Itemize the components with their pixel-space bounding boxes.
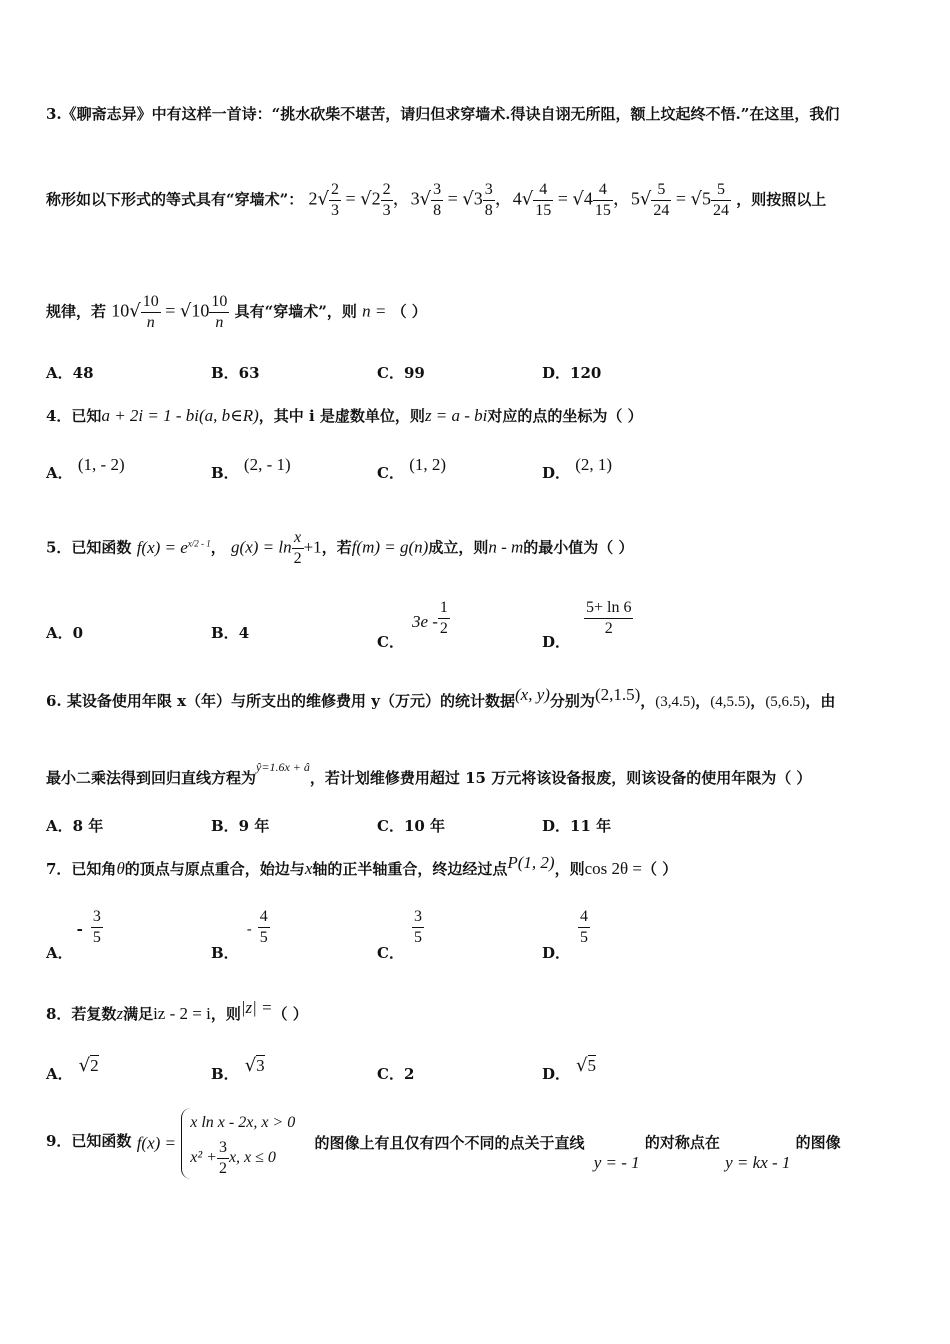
q4-mid: ，其中 i 是虚数单位，则 [258,407,425,425]
q6-line1-pre: 6. 某设备使用年限 x（年）与所支出的维修费用 y（万元）的统计数据 [46,692,515,710]
q4-option-c[interactable]: C． (1, 2) [377,455,447,482]
q6-point-3: (4,5.5) [710,694,751,710]
q8-equation: iz - 2 = i [153,1004,211,1023]
q5-post2: 的最小值为（ ） [523,538,634,557]
q7-mid3: ，则 [554,860,585,878]
q3-formula-examples: 2√ $\frac{2}{3}$ = √2 $\frac{2}{3}$ ，3√ $\frac{3}{8}$ = √3 $\frac{3}{8}$ ，4√ $\frac{4}{15}$ = √4 $\frac{4}{15}$ ，5√ $\frac{5}{24}$ = √5 $\frac{5}{24}$ [308,181,729,219]
q5-option-c[interactable]: C．3e - $\frac{1}{2}$ [377,599,448,651]
q3-option-b[interactable]: B．63 [211,364,260,382]
q5-stem: 5．已知函数 $f(x) = e^{x/2 - 1}$， g(x) = ln $\frac{x}{2}$ +1，若f(m) = g(n)成立，则n - m的最小值为（ ） [46,529,634,567]
q5-option-d[interactable]: D． $\frac{5+ \ln 6}{2}$ [542,599,632,651]
q9-post: 的图像 [795,1133,841,1152]
q6-line1-post: ，由 [805,692,836,710]
q7-stem [46,853,678,879]
q5-mid: ，若 [321,538,352,557]
q3-option-a[interactable]: A．48 [46,364,94,382]
q9-mid2: 的对称点在 [644,1133,720,1152]
q9-pre: 9．已知函数 [46,1131,132,1150]
q3-line3-mid: 具有“穿墙术”，则 [234,302,357,321]
q8-abs-z: |z| = [240,998,273,1017]
q9-kx-line: y = kx - 1 [725,1152,791,1172]
q3-line3-pre: 规律，若 [46,302,107,321]
q4-z-expr: z = a - bi [424,406,488,425]
q5-g-def: g(x) = ln [231,537,292,557]
q6-point-2: (3,4.5) [655,694,696,710]
q8-mid: 满足 [123,1005,154,1023]
q7-cos2theta: cos 2θ = [584,859,643,878]
q6-option-a[interactable]: A．8 年 [46,817,104,835]
q7-x: x [304,859,313,878]
q6-line2-post: ，若计划维修费用超过 15 万元将该设备报废，则该设备的使用年限为（ ） [309,769,812,787]
q6-line2-pre: 最小二乘法得到回归直线方程为 [46,769,257,787]
q8-option-b[interactable]: B． √3 [211,1055,265,1083]
q8-option-c[interactable]: C．2 [377,1065,415,1083]
q6-option-c[interactable]: C．10 年 [377,817,446,835]
q7-theta: θ [116,859,125,878]
q5-post1: 成立，则 [428,538,489,557]
q5-pre: 5．已知函数 [46,538,132,557]
q5-n-minus-m: n - m [488,537,524,557]
q4-pre: 4．已知 [46,407,102,425]
q4-equation: a + 2i = 1 - bi(a, b∈R) [101,406,259,425]
q5-g-frac: $\frac{x}{2}$ [293,529,302,567]
q7-option-b[interactable]: B．- $\frac{4}{5}$ [211,908,268,962]
q8-mid2: ，则 [210,1005,241,1023]
q3-line3-post: （ ） [391,302,427,321]
q5-option-a[interactable]: A．0 [46,624,84,642]
q3-option-d[interactable]: D．120 [542,364,602,382]
q8-post: （ ） [272,1005,308,1023]
q9-mid1: 的图像上有且仅有四个不同的点关于直线 [314,1133,585,1152]
q3-line2 [46,180,826,221]
q6-option-d[interactable]: D．11 年 [542,817,612,835]
q5-f-def: $f(x) = e^{x/2 - 1}$ [136,537,211,557]
q6-mid: 分别为 [549,692,595,710]
q7-mid1: 的顶点与原点重合，始边与 [124,860,305,878]
q3-line2-post: ，则按照以上 [736,190,827,209]
q3-line1: 3.《聊斋志异》中有这样一首诗：“挑水砍柴不堪苦，请归但求穿墙术.得诀自诩无所阻，额上坟起终不悟.”在这里，我们 [46,105,840,123]
q7-pre: 7．已知角 [46,860,117,878]
q7-option-c[interactable]: C． $\frac{3}{5}$ [377,908,422,962]
q9-line-eq: y = - 1 [593,1152,640,1172]
q4-post: 对应的点的坐标为（ ） [487,407,643,425]
q9-stem [46,1108,841,1179]
q6-line2 [46,760,812,788]
q6-option-b[interactable]: B．9 年 [211,817,270,835]
q6-xy: (x, y) [515,685,550,704]
q6-point-1: (2,1.5) [594,685,641,704]
q5-g-post: +1 [303,537,322,557]
q9-f: f(x) = [136,1133,176,1153]
q6-regression-eq: ŷ=1.6x + â [256,760,310,774]
q5-option-b[interactable]: B．4 [211,624,250,642]
q7-option-a[interactable]: A．- $\frac{3}{5}$ [46,908,101,962]
q4-option-a[interactable]: A． (1, - 2) [46,455,125,482]
q8-pre: 8．若复数 [46,1005,117,1023]
q3-n-symbol: n = [362,301,387,321]
q3-option-c[interactable]: C．99 [377,364,425,382]
q9-piecewise: x ln x - 2x, x > 0 x² + $\frac{3}{2}$ x, x ≤ 0 [181,1108,295,1179]
q4-option-d[interactable]: D． (2, 1) [542,455,613,482]
q3-condition-formula: 10√ $\frac{10}{n}$ = √10 $\frac{10}{n}$ [111,293,228,331]
q5-condition: f(m) = g(n) [351,537,429,557]
q8-z: z [116,1004,124,1023]
q8-option-a[interactable]: A． √2 [46,1055,99,1083]
q4-stem [46,405,643,426]
q6-line1: 6. 某设备使用年限 x（年）与所支出的维修费用 y（万元）的统计数据(x, y)分别为(2,1.5)，(3,4.5)，(4,5.5)，(5,6.5)，由 [46,685,836,710]
q8-option-d[interactable]: D． √5 [542,1055,596,1083]
q7-point-p: P(1, 2) [507,853,555,872]
q7-mid2: 轴的正半轴重合，终边经过点 [312,860,508,878]
q7-option-d[interactable]: D． $\frac{4}{5}$ [542,908,589,962]
q3-line3 [46,292,427,333]
q6-point-4: (5,6.5) [765,694,806,710]
q7-post: （ ） [642,860,678,878]
q4-option-b[interactable]: B． (2, - 1) [211,455,291,482]
q8-stem [46,998,308,1024]
q3-line2-pre: 称形如以下形式的等式具有“穿墙术”： [46,190,304,209]
